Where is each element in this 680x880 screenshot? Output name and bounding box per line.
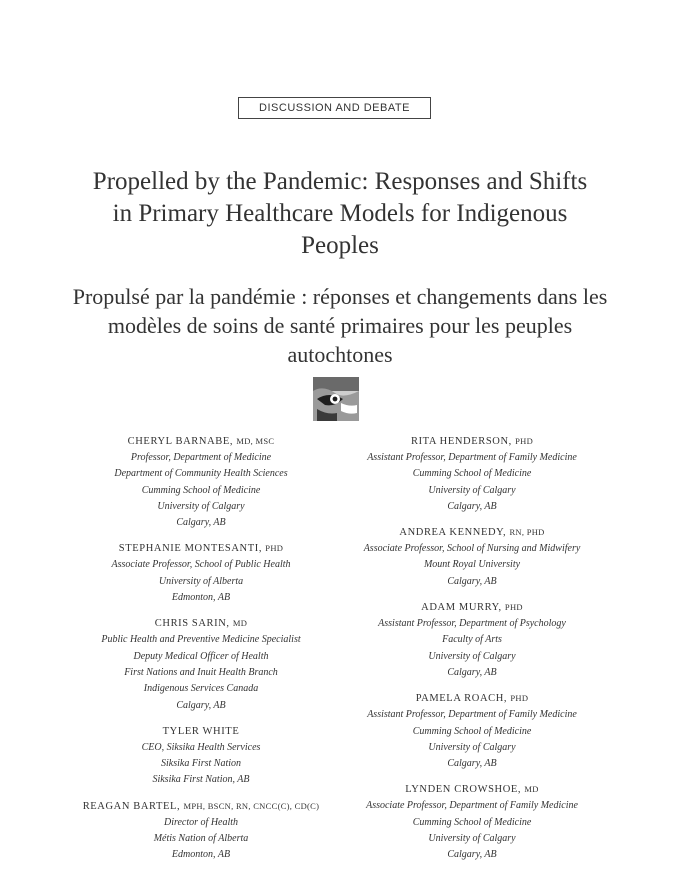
affiliation-line: Professor, Department of Medicine xyxy=(130,452,272,463)
author-credentials: MD, MSC xyxy=(236,436,275,446)
affiliation-line: Cumming School of Medicine xyxy=(141,484,261,496)
affiliation-line: Calgary, AB xyxy=(447,849,497,861)
affiliation-line: Associate Professor, School of Public Health xyxy=(111,559,291,571)
author-block xyxy=(51,433,351,531)
author-credentials: MPH, BSCN, RN, CNCC(C), CD(C) xyxy=(183,800,320,811)
author-name: CHERYL BARNABE, xyxy=(127,436,234,447)
affiliation-line: Cumming School of Medicine xyxy=(412,468,532,480)
author-credentials: MD xyxy=(232,618,248,629)
affiliation-line: Faculty of Arts xyxy=(442,634,502,646)
author-block xyxy=(322,524,622,590)
affiliation-line: Associate Professor, Department of Family Medicine xyxy=(366,800,578,812)
affiliation-line: Cumming School of Medicine xyxy=(412,816,532,828)
affiliation-line: Calgary, AB xyxy=(176,699,226,711)
affiliation-line: Cumming School of Medicine xyxy=(412,725,532,737)
affiliation-line: University of Calgary xyxy=(157,500,245,512)
author-block xyxy=(51,540,351,606)
author-name: PAMELA ROACH, xyxy=(415,693,508,705)
affiliation-line: Mount Royal University xyxy=(423,559,521,571)
affiliation-line: Calgary, AB xyxy=(447,575,497,587)
author-credentials: MD xyxy=(524,784,539,795)
section-label: DISCUSSION AND DEBATE xyxy=(238,97,431,119)
affiliation-line: Public Health and Preventive Medicine Specialist xyxy=(101,634,301,646)
author-block xyxy=(322,690,622,772)
author-name: TYLER WHITE xyxy=(162,725,240,737)
author-name: STEPHANIE MONTESANTI, xyxy=(118,543,263,555)
author-credentials: PHD xyxy=(515,436,534,446)
open-access-logo-icon xyxy=(313,377,359,421)
title-french: Propulsé par la pandémie : réponses et changements dans les modèles de soins de santé primaires pour les peuples autochtones xyxy=(72,284,608,367)
affiliation-line: Assistant Professor, Department of Family Medicine xyxy=(367,709,577,721)
author-block xyxy=(322,599,622,681)
author-block xyxy=(322,781,622,863)
affiliation-line: Associate Professor, School of Nursing and Midwifery xyxy=(363,543,581,555)
authors-left-column xyxy=(51,433,351,873)
affiliation-line: Calgary, AB xyxy=(447,666,497,678)
affiliation-line: Siksika First Nation xyxy=(161,758,241,770)
affiliation-line: University of Calgary xyxy=(428,833,516,845)
affiliation-line: Siksika First Nation, AB xyxy=(152,774,250,786)
affiliation-line: University of Alberta xyxy=(158,575,244,587)
affiliation-line: University of Calgary xyxy=(428,650,516,662)
affiliation-line: Calgary, AB xyxy=(447,758,497,770)
author-block xyxy=(51,798,351,864)
affiliation-line: University of Calgary xyxy=(428,741,516,753)
author-name: LYNDEN CROWSHOE, xyxy=(405,784,522,796)
author-name: ANDREA KENNEDY, xyxy=(399,527,507,539)
author-block xyxy=(322,433,622,515)
affiliation-line: Métis Nation of Alberta xyxy=(153,833,249,845)
affiliation-line: Edmonton, AB xyxy=(171,849,231,861)
author-name: CHRIS SARIN, xyxy=(154,618,230,630)
affiliation-line: Edmonton, AB xyxy=(171,592,231,604)
affiliation-line: Indigenous Services Canada xyxy=(143,683,259,695)
affiliation-line: Calgary, AB xyxy=(176,517,226,529)
affiliation-line: University of Calgary xyxy=(428,484,516,496)
author-name: ADAM MURRY, xyxy=(421,602,502,614)
title-english: Propelled by the Pandemic: Responses and Shifts in Primary Healthcare Models for Indigenous Peoples xyxy=(92,168,588,259)
author-name: RITA HENDERSON, xyxy=(410,436,512,447)
affiliation-line: Calgary, AB xyxy=(447,500,497,512)
author-block xyxy=(51,723,351,789)
affiliation-line: Department of Community Health Sciences xyxy=(114,468,288,480)
affiliation-line: First Nations and Inuit Health Branch xyxy=(124,666,278,678)
affiliation-line: Director of Health xyxy=(163,816,239,828)
author-block xyxy=(51,615,351,713)
author-name: REAGAN BARTEL, xyxy=(82,800,181,812)
author-credentials: PHD xyxy=(504,602,523,613)
affiliation-line: Assistant Professor, Department of Family Medicine xyxy=(367,452,577,463)
authors-right-column xyxy=(322,433,622,873)
author-credentials: RN, PHD xyxy=(509,527,545,538)
affiliation-line: CEO, Siksika Health Services xyxy=(141,741,261,753)
affiliation-line: Assistant Professor, Department of Psychology xyxy=(378,618,566,630)
author-credentials: PHD xyxy=(510,693,529,704)
author-credentials: PHD xyxy=(265,543,284,554)
affiliation-line: Deputy Medical Officer of Health xyxy=(133,650,269,662)
